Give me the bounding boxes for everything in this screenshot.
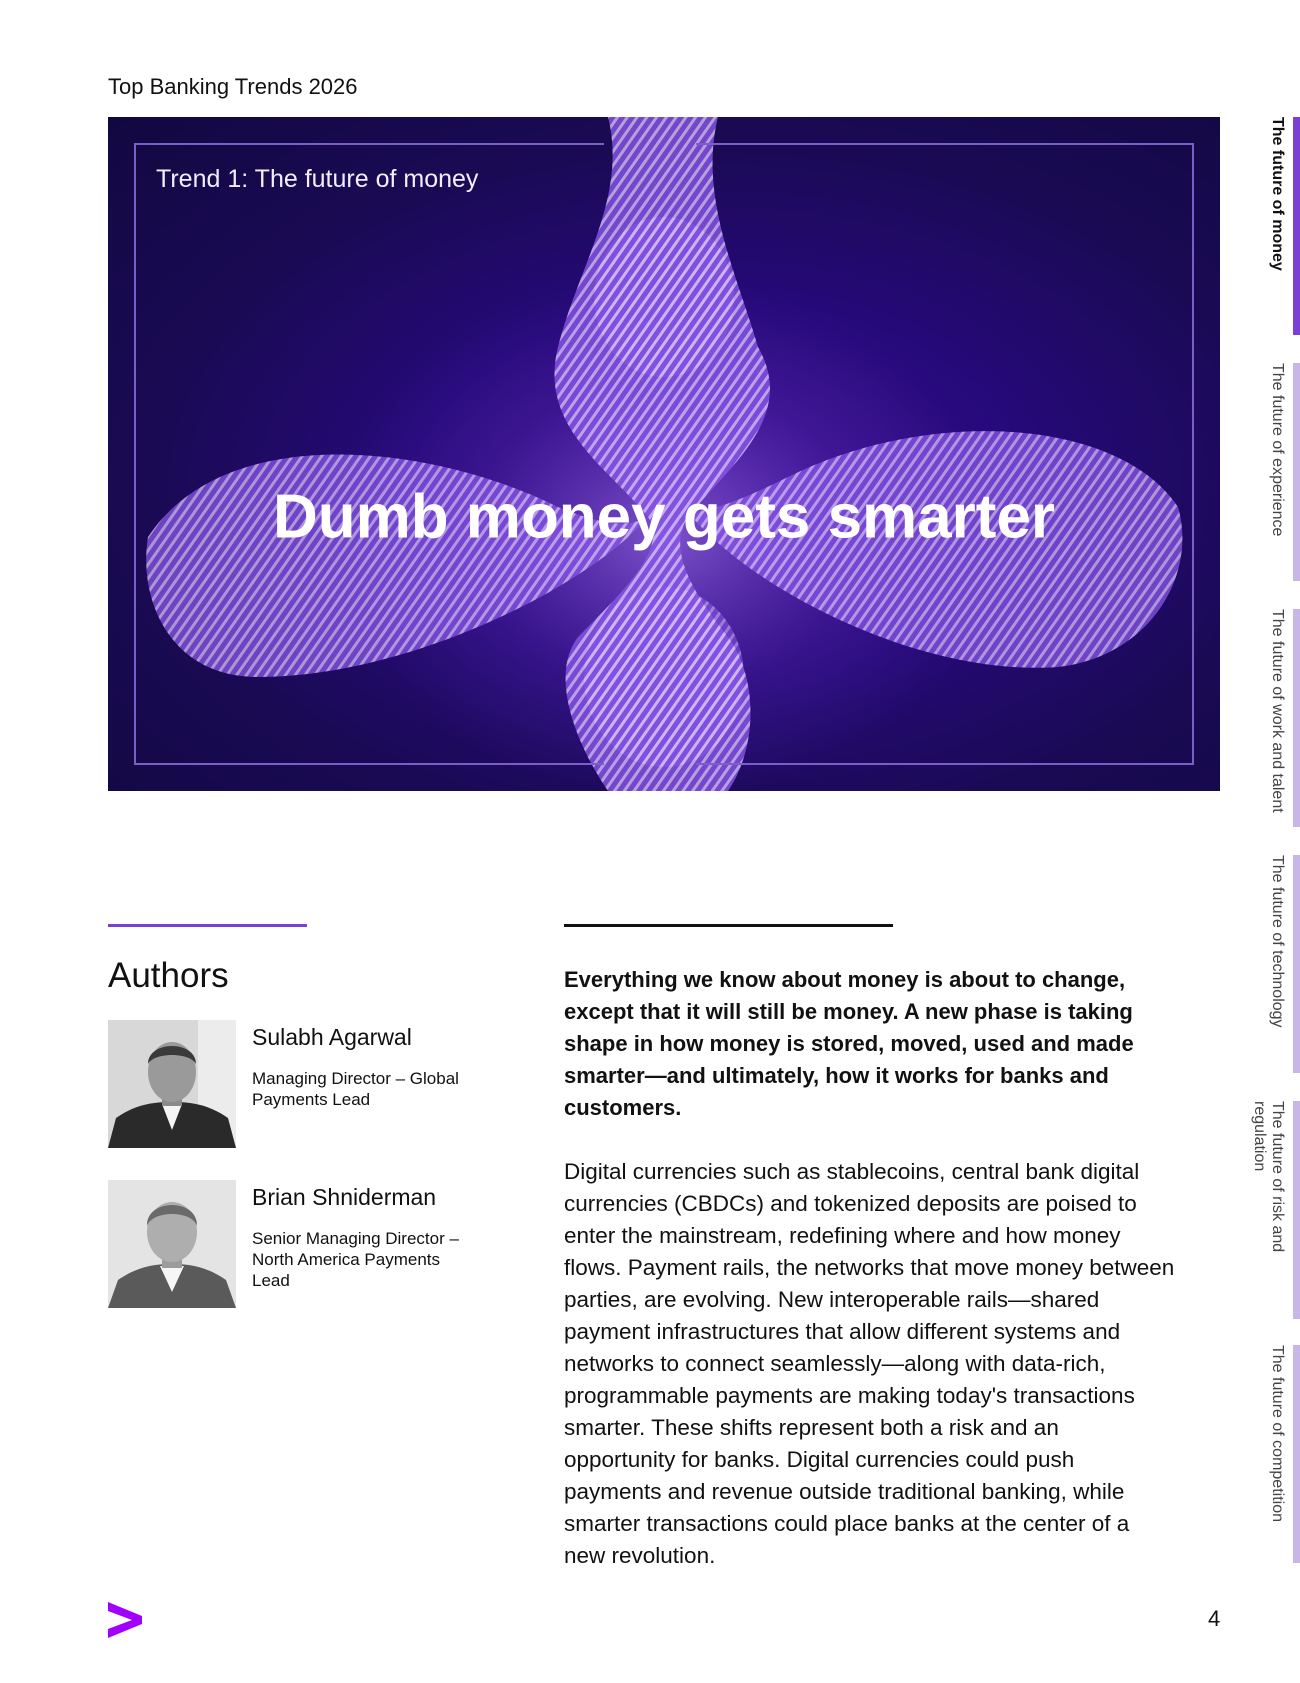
page-number: 4 xyxy=(1208,1606,1221,1631)
sidebar-item-experience[interactable] xyxy=(1240,363,1300,581)
sidebar-item-indicator xyxy=(1293,609,1300,827)
intro-body-paragraph: Digital currencies such as stablecoins, central bank digital currencies (CBDCs) and tokenized deposits are poised to enter the mainstream, redefining where and how money flows. Payment rails, the networks that move money between parties, are evolving. New interoperable rails—shared payment infrastructures that allow different systems and networks to connect seamlessly—along with data-rich, programmable payments are making today's transactions smarter. These shifts represent both a risk and an opportunity for banks. Digital currencies could push payments and revenue outside traditional banking, while smarter transactions could place banks at the center of a new revolution. xyxy=(564,1159,1175,1568)
sidebar-item-indicator xyxy=(1293,363,1300,581)
hero-frame-line xyxy=(134,143,136,765)
sidebar-item-indicator xyxy=(1293,117,1300,335)
sidebar-item-label: The future of competition xyxy=(1269,1345,1286,1522)
sidebar-item-indicator xyxy=(1293,855,1300,1073)
hero-frame-line xyxy=(1192,143,1194,765)
hero-trend-label: Trend 1: The future of money xyxy=(156,165,479,193)
authors-heading: Authors xyxy=(108,956,229,995)
author-photo xyxy=(108,1020,236,1148)
sidebar-item-indicator xyxy=(1293,1101,1300,1319)
hero-frame-line xyxy=(696,763,1194,765)
sidebar-item-technology[interactable] xyxy=(1240,855,1300,1073)
intro-lead-paragraph: Everything we know about money is about to change, except that it will still be money. A new phase is taking shape in how money is stored, moved, used and made smarter—and ultimately, how it works for banks and customers. xyxy=(564,967,1134,1120)
accenture-logo-icon xyxy=(108,1602,142,1638)
author-photo xyxy=(108,1180,236,1308)
hero-banner xyxy=(108,117,1220,791)
sidebar-item-label: The future of experience xyxy=(1269,363,1286,537)
author-name: Brian Shniderman xyxy=(252,1184,437,1210)
hero-frame-line xyxy=(696,143,1194,145)
author-role: Managing Director – Global Payments Lead xyxy=(252,1069,459,1109)
document-header-title: Top Banking Trends 2026 xyxy=(108,74,358,99)
hero-title: Dumb money gets smarter xyxy=(272,482,1056,552)
intro-divider xyxy=(564,924,893,927)
sidebar-item-label: The future of work and talent xyxy=(1269,609,1286,813)
sidebar-item-risk-and-regulation[interactable] xyxy=(1240,1101,1300,1319)
section-sidebar xyxy=(1240,117,1300,1563)
author-role: Senior Managing Director – North America Payments Lead xyxy=(252,1229,459,1290)
hero-frame-line xyxy=(134,763,604,765)
sidebar-item-money[interactable] xyxy=(1240,117,1300,335)
hero-frame-line xyxy=(134,143,604,145)
authors-divider xyxy=(108,924,307,927)
sidebar-item-work-and-talent[interactable] xyxy=(1240,609,1300,827)
author-name: Sulabh Agarwal xyxy=(252,1024,412,1050)
sidebar-item-label: The future of technology xyxy=(1269,855,1286,1028)
sidebar-item-label: The future of risk and regulation xyxy=(1251,1101,1286,1253)
sidebar-item-label: The future of money xyxy=(1269,117,1286,271)
sidebar-item-indicator xyxy=(1293,1345,1300,1563)
sidebar-item-competition[interactable] xyxy=(1240,1345,1300,1563)
hero-swirl-artwork xyxy=(108,117,1220,791)
